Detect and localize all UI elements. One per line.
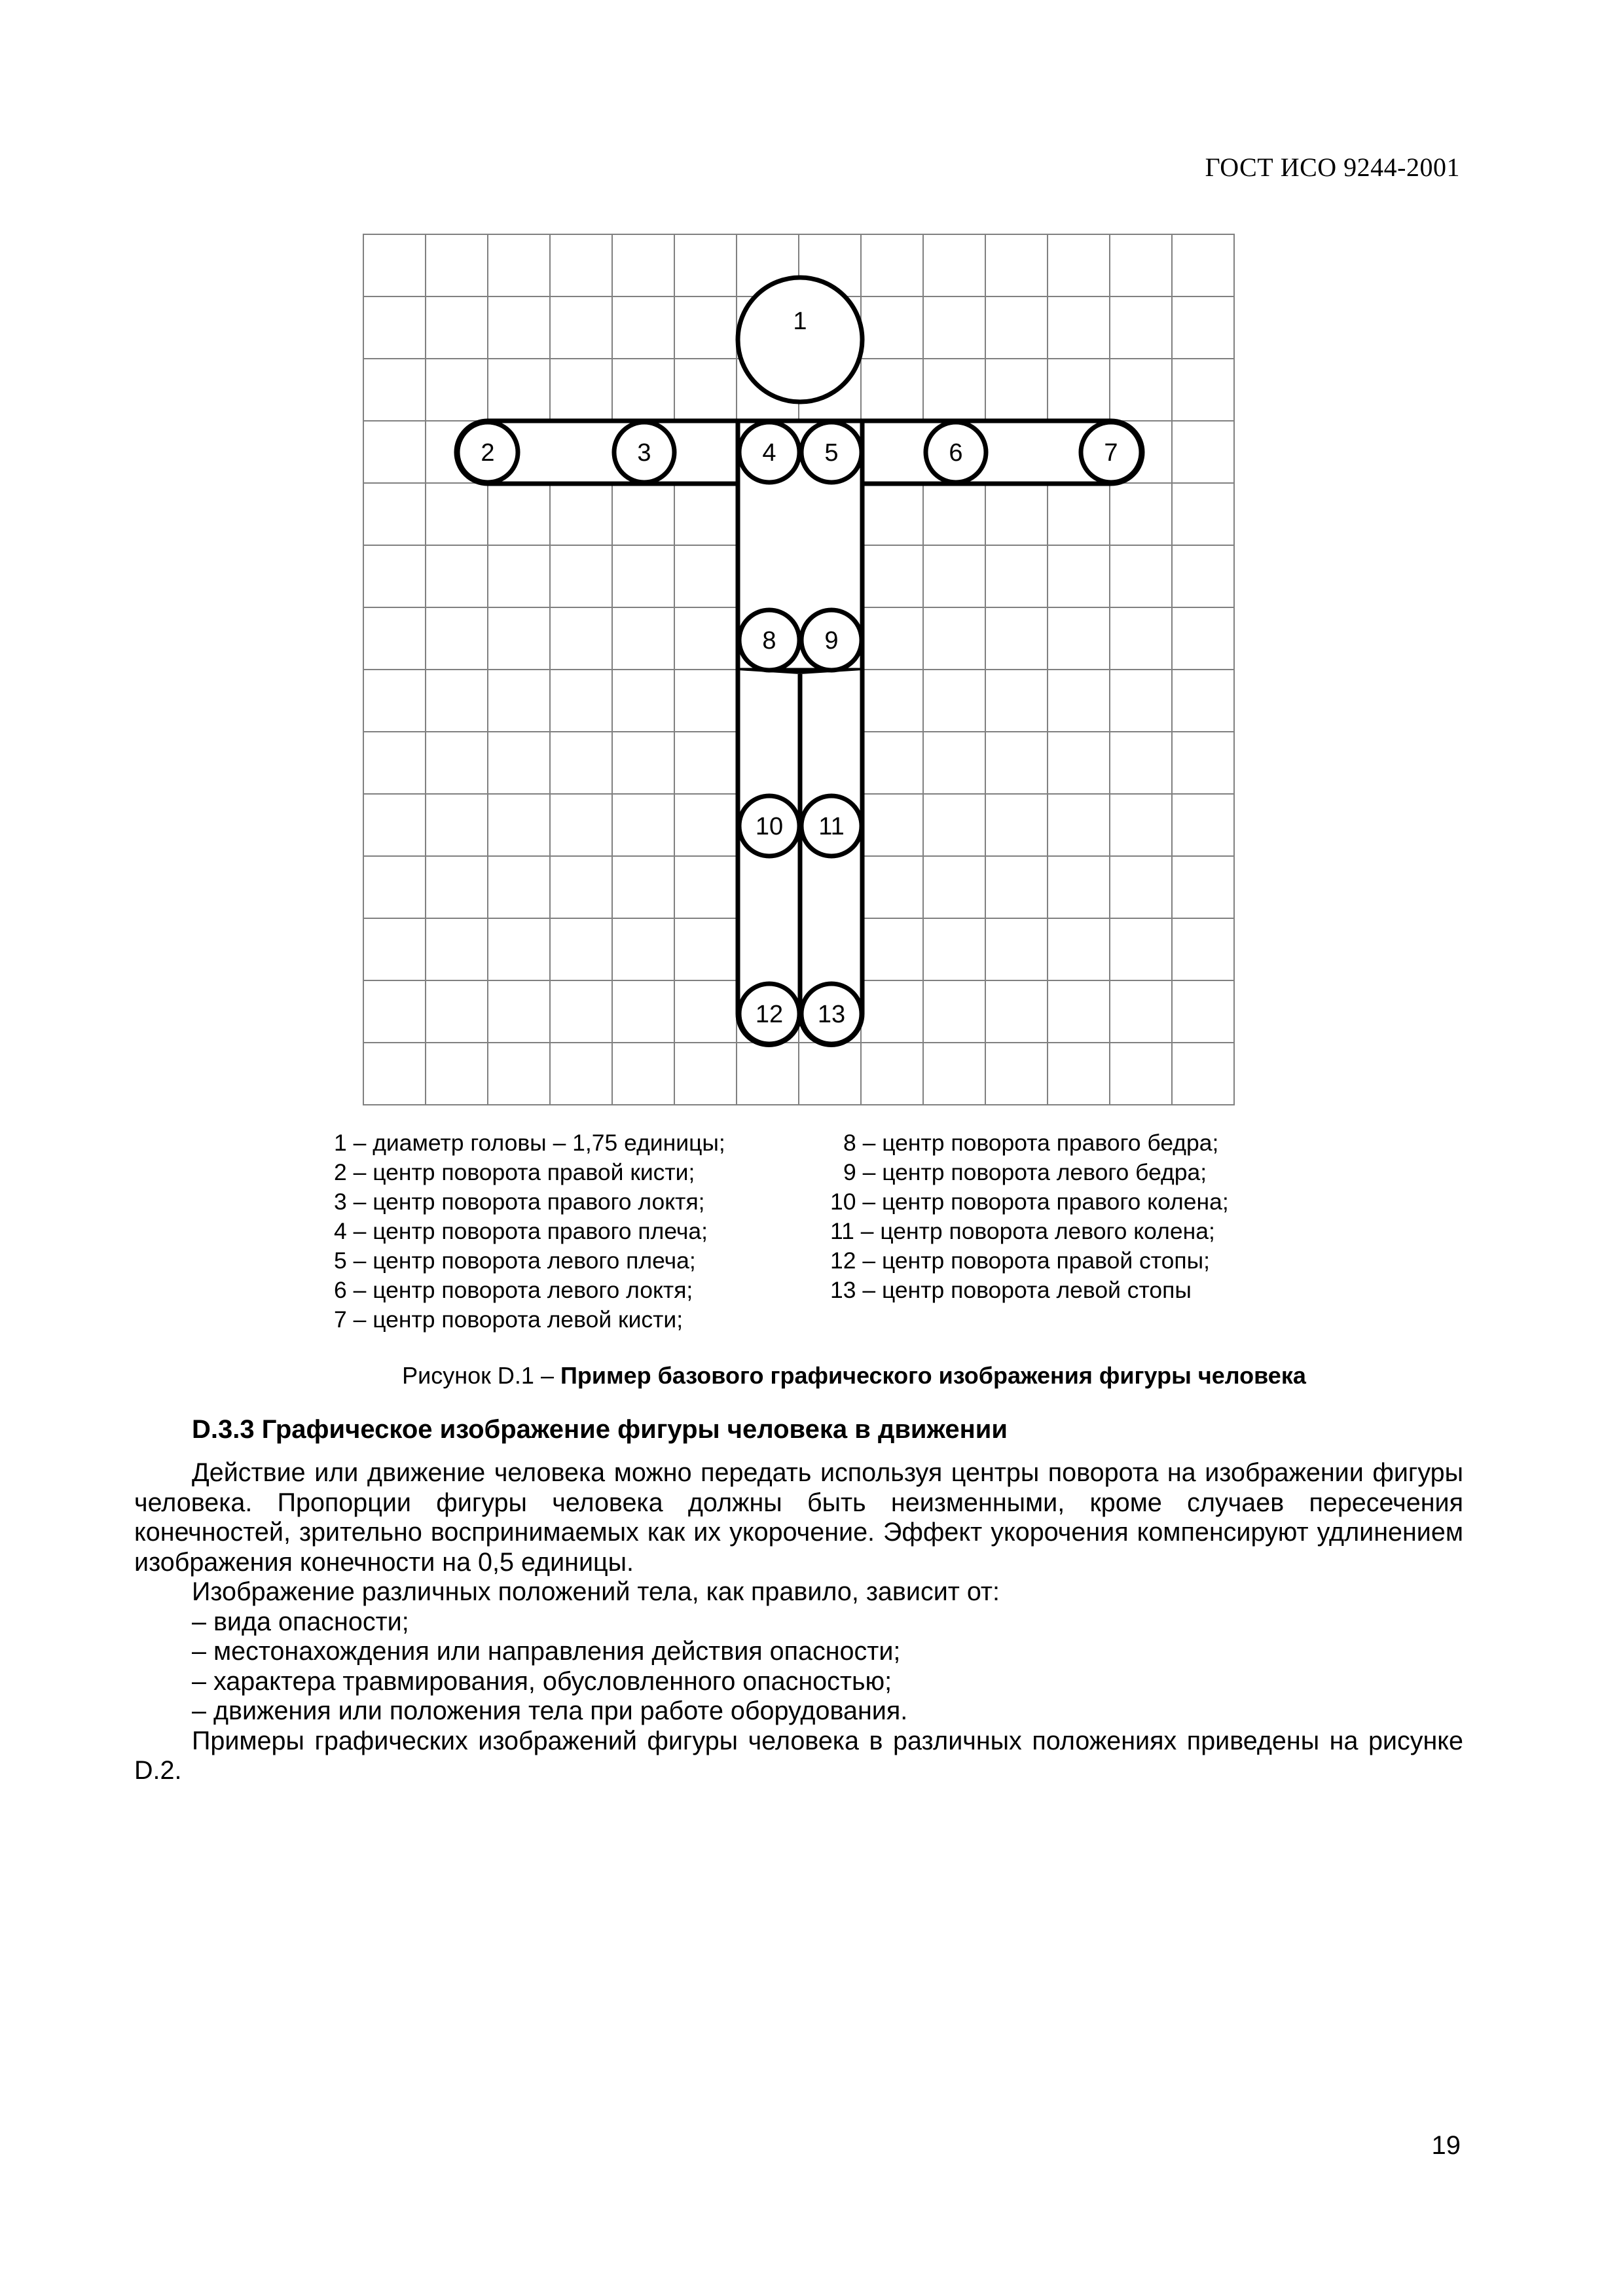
figure-outline [456, 421, 1142, 1045]
human-figure-diagram [0, 0, 1623, 1113]
joint-label-9: 9 [824, 627, 839, 655]
joint-label-6: 6 [949, 439, 963, 467]
section-heading: D.3.3 Графическое изображение фигуры человека в движении [192, 1415, 1008, 1444]
body-text [134, 1458, 1463, 1786]
standard-header: ГОСТ ИСО 9244-2001 [1205, 152, 1460, 182]
joint-label-3: 3 [637, 439, 651, 467]
paragraph: Примеры графических изображений фигуры человека в различных положениях приведены на рисунке D.2. [134, 1726, 1463, 1785]
legend-item: 7 – центр поворота левой кисти; [334, 1306, 684, 1333]
caption-prefix: Рисунок D.1 – [402, 1362, 560, 1389]
list-item: – местонахождения или направления действия опасности; [192, 1637, 901, 1666]
legend-item: 6 – центр поворота левого локтя; [334, 1277, 693, 1303]
legend-left [334, 1128, 725, 1335]
joint-label-4: 4 [762, 439, 776, 467]
legend-item: 8 – центр поворота правого бедра; [843, 1130, 1219, 1156]
legend-item: 4 – центр поворота правого плеча; [334, 1218, 708, 1244]
joint-label-8: 8 [762, 627, 776, 655]
legend-right [830, 1128, 1229, 1305]
list-item: – движения или положения тела при работе оборудования. [192, 1696, 908, 1725]
joint-label-12: 12 [755, 1001, 784, 1028]
joint-label-11: 11 [818, 813, 845, 840]
legend-item: 9 – центр поворота левого бедра; [843, 1159, 1207, 1185]
figure-caption [0, 1362, 1623, 1390]
legend-item: 10 – центр поворота правого колена; [830, 1189, 1229, 1215]
page-number: 19 [1431, 2131, 1461, 2160]
joint-label-5: 5 [824, 439, 839, 467]
joint-label-2: 2 [481, 439, 495, 467]
legend-item: 11 – центр поворота левого колена; [830, 1218, 1215, 1244]
legend-item: 13 – центр поворота левой стопы [830, 1277, 1192, 1303]
paragraph: Изображение различных положений тела, как правило, зависит от: [192, 1577, 1000, 1606]
joint-label-7: 7 [1104, 439, 1118, 467]
list-item: – вида опасности; [192, 1607, 409, 1636]
paragraph: Действие или движение человека можно передать используя центры поворота на изображении фигуры человека. Пропорции фигуры человека должны быть неизменными, кроме случаев пересечения конечностей, зрительно воспринимаемых как их укорочение. Эффект укорочения компенсируют удлинением изображения конечности на 0,5 единицы. [134, 1458, 1463, 1577]
head-circle [738, 278, 862, 402]
joint-label-13: 13 [817, 1001, 846, 1028]
legend-item: 1 – диаметр головы – 1,75 единицы; [334, 1130, 725, 1156]
joint-label-10: 10 [755, 813, 784, 840]
caption-title: Пример базового графического изображения фигуры человека [560, 1362, 1306, 1389]
joint-label-1: 1 [793, 308, 807, 335]
legend-item: 12 – центр поворота правой стопы; [830, 1247, 1211, 1274]
legend-item: 3 – центр поворота правого локтя; [334, 1189, 705, 1215]
legend-item: 2 – центр поворота правой кисти; [334, 1159, 695, 1185]
list-item: – характера травмирования, обусловленного опасностью; [192, 1666, 892, 1696]
legend-item: 5 – центр поворота левого плеча; [334, 1247, 696, 1274]
